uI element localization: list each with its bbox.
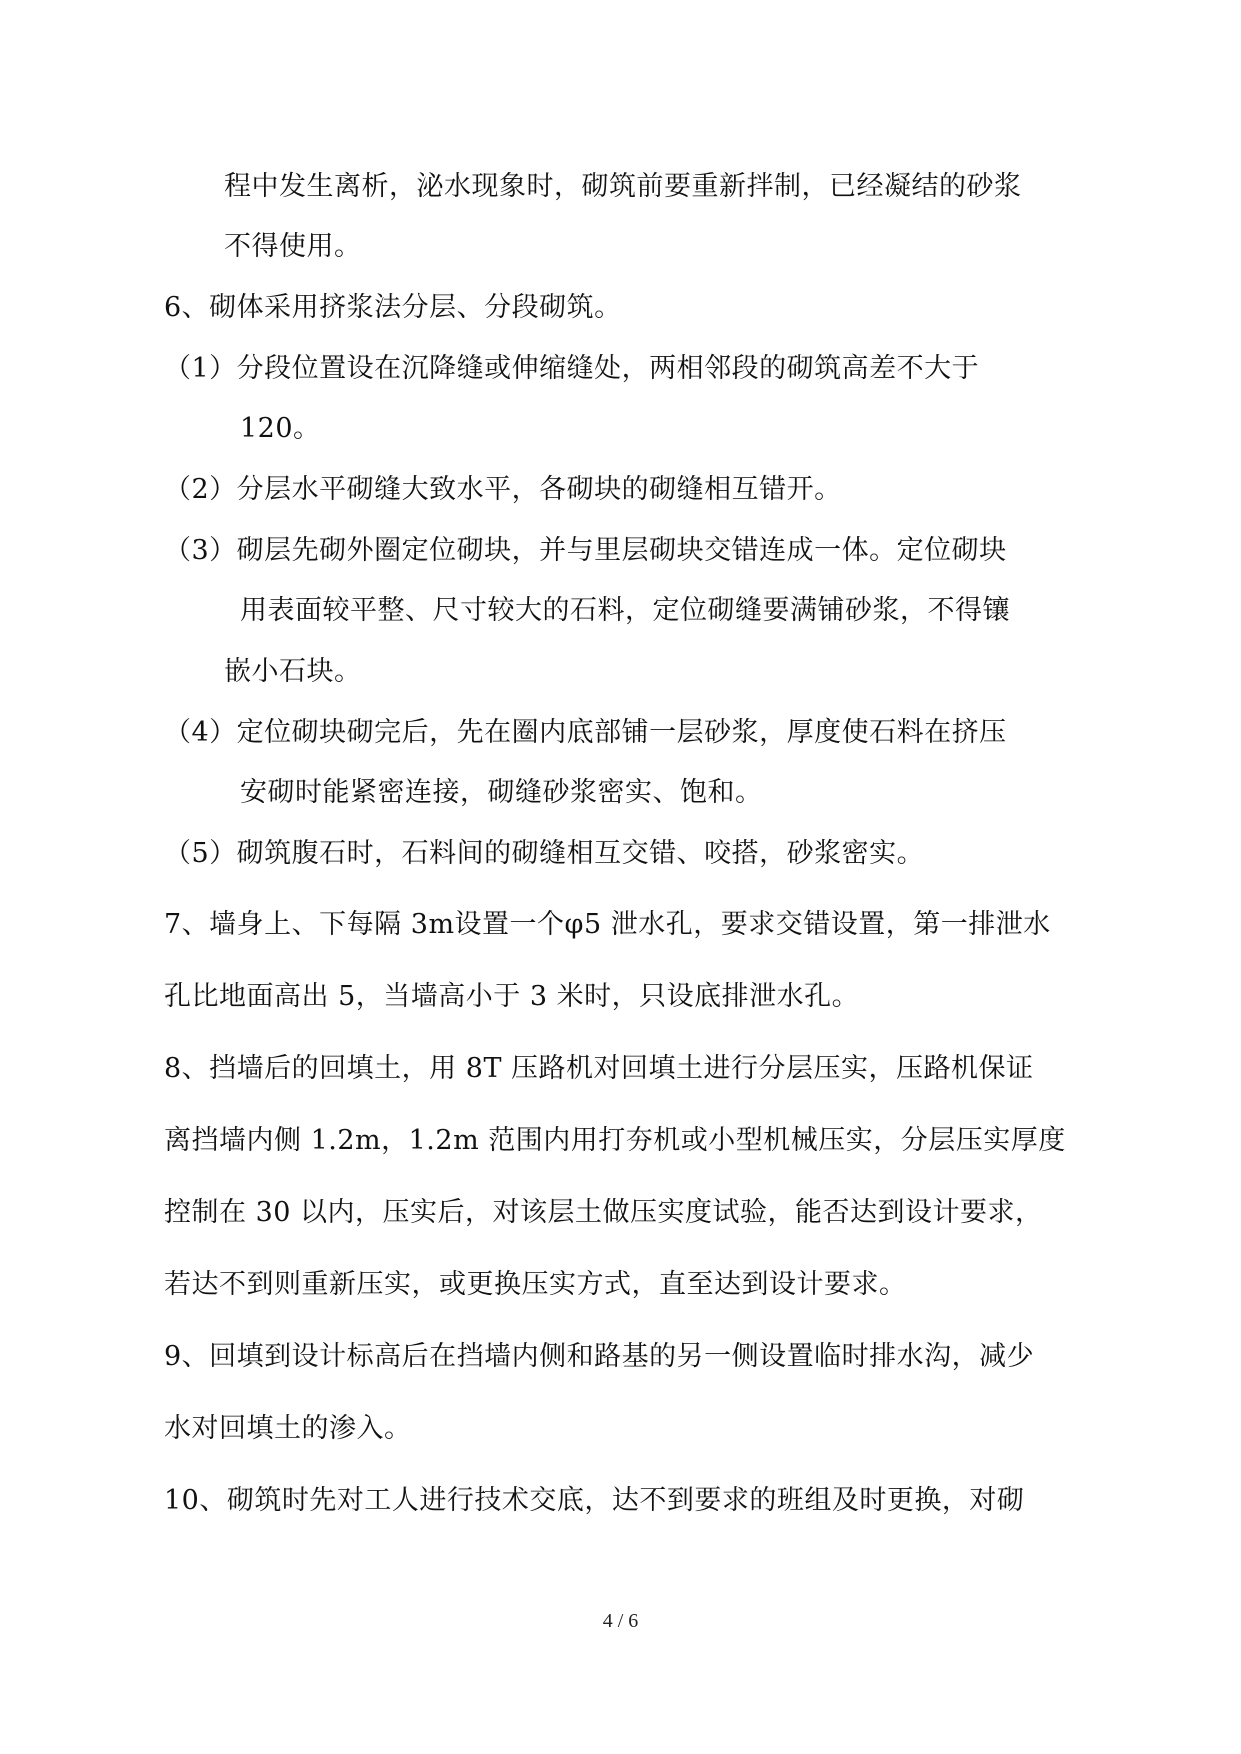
- text-line-21: 10、砌筑时先对工人进行技术交底，达不到要求的班组及时更换，对砌: [164, 1485, 1025, 1516]
- text-line-19: 9、回填到设计标高后在挡墙内侧和路基的另一侧设置临时排水沟，减少: [164, 1341, 1035, 1372]
- text-line-12: （5）砌筑腹石时，石料间的砌缝相互交错、咬搭，砂浆密实。: [164, 838, 925, 869]
- text-line-2: 不得使用。: [224, 231, 362, 262]
- text-line-10: （4）定位砌块砌完后，先在圈内底部铺一层砂浆，厚度使石料在挤压: [164, 717, 1007, 748]
- text-line-16: 离挡墙内侧 1.2m，1.2m 范围内用打夯机或小型机械压实，分层压实厚度: [164, 1125, 1066, 1156]
- text-line-6: （2）分层水平砌缝大致水平，各砌块的砌缝相互错开。: [164, 474, 842, 505]
- text-line-3: 6、砌体采用挤浆法分层、分段砌筑。: [164, 292, 622, 323]
- page-number: 4 / 6: [602, 1610, 639, 1632]
- text-line-17: 控制在 30 以内，压实后，对该层土做压实度试验，能否达到设计要求，: [164, 1197, 1043, 1228]
- text-line-8: 用表面较平整、尺寸较大的石料，定位砌缝要满铺砂浆，不得镶: [240, 595, 1010, 626]
- text-line-9: 嵌小石块。: [224, 656, 362, 687]
- text-line-4: （1）分段位置设在沉降缝或伸缩缝处，两相邻段的砌筑高差不大于: [164, 353, 980, 384]
- text-line-13: 7、墙身上、下每隔 3m设置一个φ5 泄水孔，要求交错设置，第一排泄水: [164, 909, 1051, 940]
- text-line-20: 水对回填土的渗入。: [164, 1413, 412, 1444]
- text-line-14: 孔比地面高出 5，当墙高小于 3 米时，只设底排泄水孔。: [164, 981, 860, 1012]
- text-line-7: （3）砌层先砌外圈定位砌块，并与里层砌块交错连成一体。定位砌块: [164, 535, 1007, 566]
- text-line-15: 8、挡墙后的回填土，用 8T 压路机对回填土进行分层压实，压路机保证: [164, 1053, 1034, 1084]
- text-line-5: 120。: [240, 413, 321, 444]
- text-line-11: 安砌时能紧密连接，砌缝砂浆密实、饱和。: [240, 777, 763, 808]
- text-line-18: 若达不到则重新压实，或更换压实方式，直至达到设计要求。: [164, 1269, 907, 1300]
- text-line-1: 程中发生离析，泌水现象时，砌筑前要重新拌制，已经凝结的砂浆: [224, 171, 1022, 202]
